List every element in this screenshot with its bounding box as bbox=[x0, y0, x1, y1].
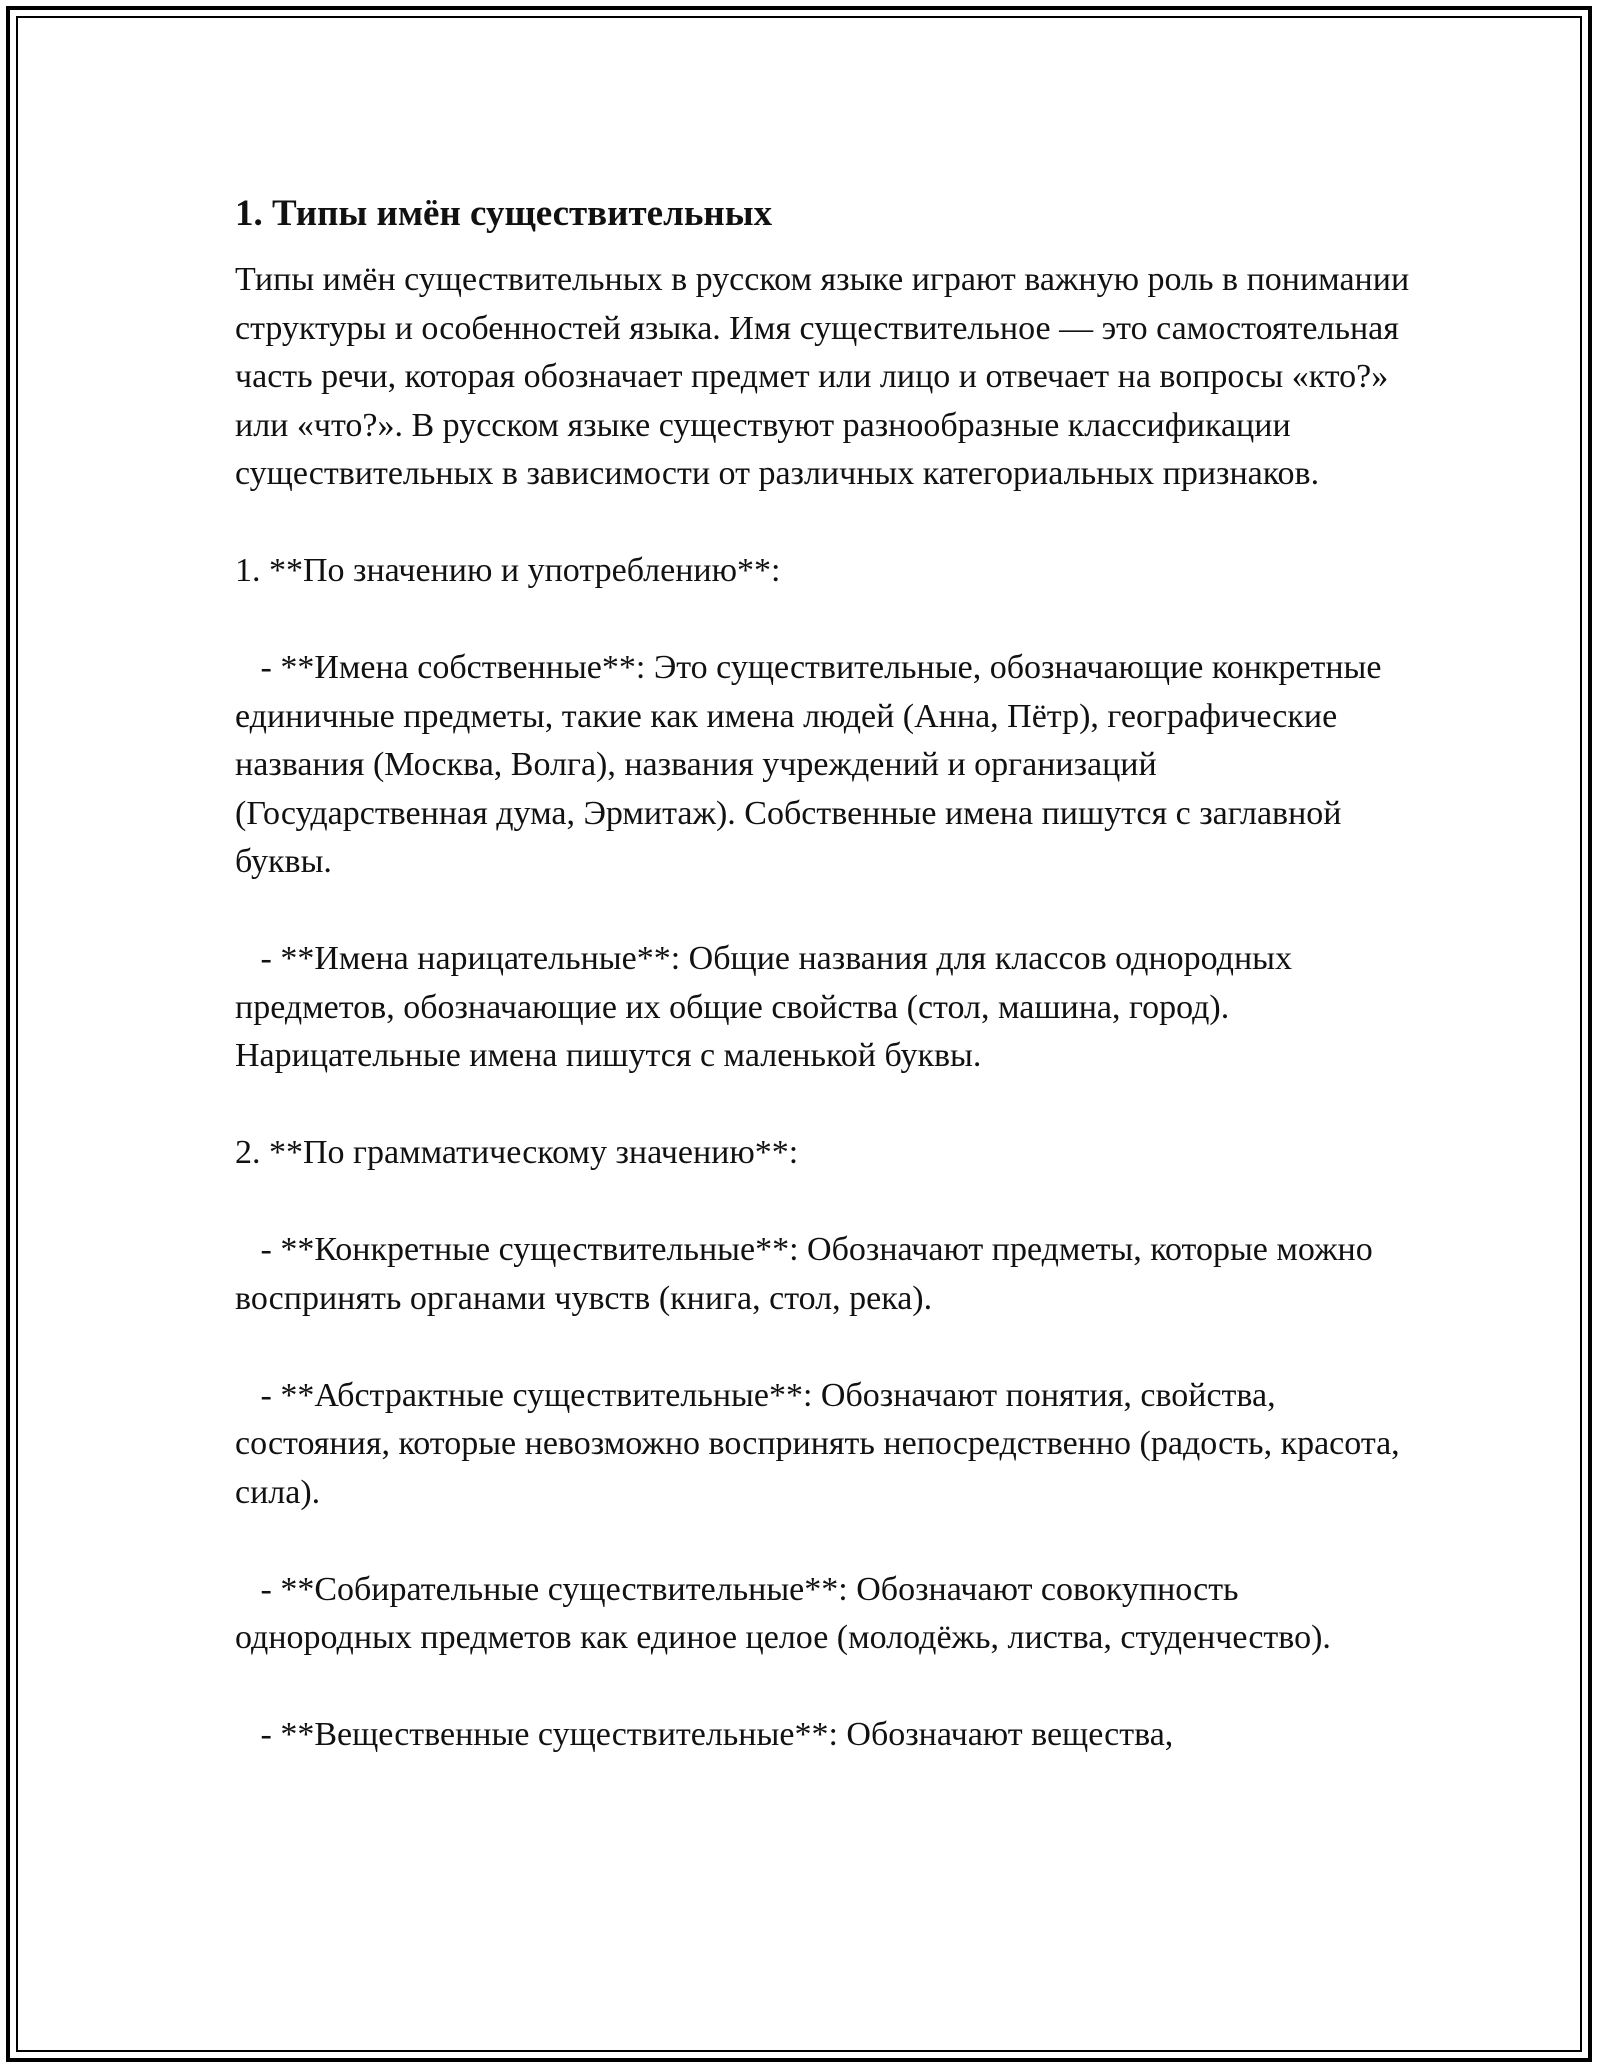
list-heading-2: 2. **По грамматическому значению**: bbox=[235, 1134, 799, 1171]
list-item: - **Конкретные существительные**: Обозначают предметы, которые можно воспринять органами чувств (книга, стол, река). bbox=[235, 1231, 1382, 1317]
list-item: - **Собирательные существительные**: Обозначают совокупность однородных предметов как единое целое (молодёжь, листва, студенчество). bbox=[235, 1570, 1331, 1656]
list-item: - **Абстрактные существительные**: Обозначают понятия, свойства, состояния, которые невозможно воспринять непосредственно (радость, красота, сила). bbox=[235, 1376, 1409, 1511]
list-item: - **Имена собственные**: Это существительные, обозначающие конкретные единичные предметы, такие как имена людей (Анна, Пётр), географические названия (Москва, Волга), названия учреждений и организаций (Государственная дума, Эрмитаж). Собственные имена пишутся с заглавной буквы. bbox=[235, 649, 1390, 880]
intro-paragraph: Типы имён существительных в русском языке играют важную роль в понимании структуры и особенностей языка. Имя существительное — это самостоятельная часть речи, которая обозначает предмет или лицо и отвечает на вопросы «кто?» или «что?». В русском языке существуют разнообразные классификации существительных в зависимости от различных категориальных признаков. bbox=[235, 261, 1410, 492]
list-item: - **Вещественные существительные**: Обозначают вещества, bbox=[235, 1716, 1174, 1753]
section-heading: 1. Типы имён существительных bbox=[235, 193, 773, 234]
list-heading-1: 1. **По значению и употреблению**: bbox=[235, 552, 781, 589]
list-item: - **Имена нарицательные**: Общие названия для классов однородных предметов, обозначающие их общие свойства (стол, машина, город). Нарицательные имена пишутся с маленькой буквы. bbox=[235, 940, 1301, 1074]
document-body bbox=[235, 188, 1415, 1760]
